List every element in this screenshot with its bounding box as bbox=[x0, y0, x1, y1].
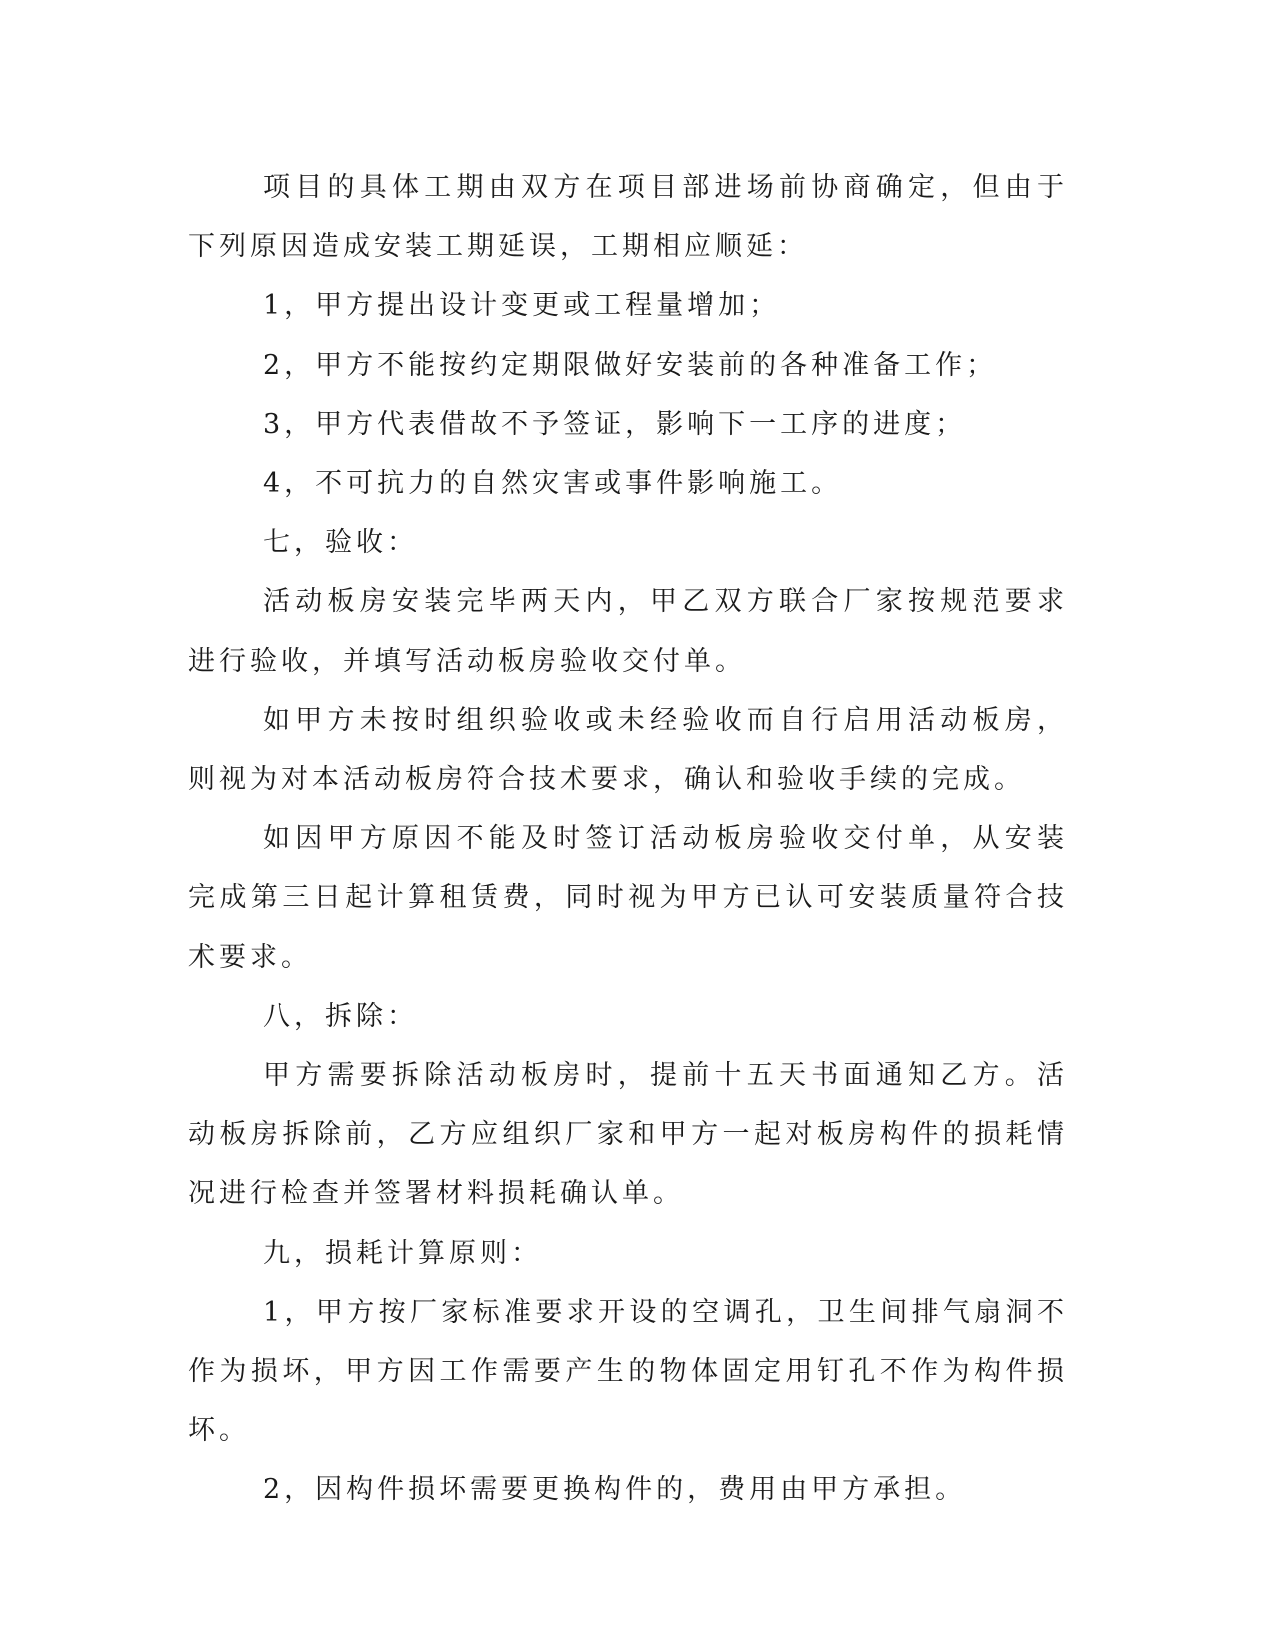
document-body bbox=[188, 158, 1068, 1520]
paragraph-delay-item-1: 1，甲方提出设计变更或工程量增加； bbox=[263, 290, 781, 322]
paragraph-acceptance-1: 活动板房安装完毕两天内，甲乙双方联合厂家按规范要求进行验收，并填写活动板房验收交付单。 bbox=[188, 586, 1068, 677]
paragraph-delay-item-3: 3，甲方代表借故不予签证，影响下一工序的进度； bbox=[263, 408, 967, 440]
paragraph-loss-item-2: 2，因构件损坏需要更换构件的，费用由甲方承担。 bbox=[263, 1474, 967, 1506]
paragraph-delay-item-2: 2，甲方不能按约定期限做好安装前的各种准备工作； bbox=[263, 349, 998, 381]
section-heading-acceptance: 七，验收： bbox=[263, 527, 418, 559]
paragraph-acceptance-2: 如甲方未按时组织验收或未经验收而自行启用活动板房，则视为对本活动板房符合技术要求，确认和验收手续的完成。 bbox=[188, 704, 1068, 796]
paragraph-delay-item-4: 4，不可抗力的自然灾害或事件影响施工。 bbox=[263, 468, 843, 500]
paragraph-schedule-intro: 项目的具体工期由双方在项目部进场前协商确定，但由于下列原因造成安装工期延误，工期相应顺延： bbox=[188, 172, 1068, 263]
section-heading-removal: 八，拆除： bbox=[263, 1000, 418, 1032]
paragraph-acceptance-3: 如因甲方原因不能及时签订活动板房验收交付单，从安装完成第三日起计算租赁费，同时视为甲方已认可安装质量符合技术要求。 bbox=[188, 823, 1068, 973]
section-heading-loss-principles: 九，损耗计算原则： bbox=[263, 1237, 542, 1269]
paragraph-loss-item-1: 1，甲方按厂家标准要求开设的空调孔，卫生间排气扇洞不作为损坏，甲方因工作需要产生的物体固定用钉孔不作为构件损坏。 bbox=[188, 1296, 1068, 1447]
paragraph-removal: 甲方需要拆除活动板房时，提前十五天书面通知乙方。活动板房拆除前，乙方应组织厂家和甲方一起对板房构件的损耗情况进行检查并签署材料损耗确认单。 bbox=[188, 1060, 1068, 1210]
